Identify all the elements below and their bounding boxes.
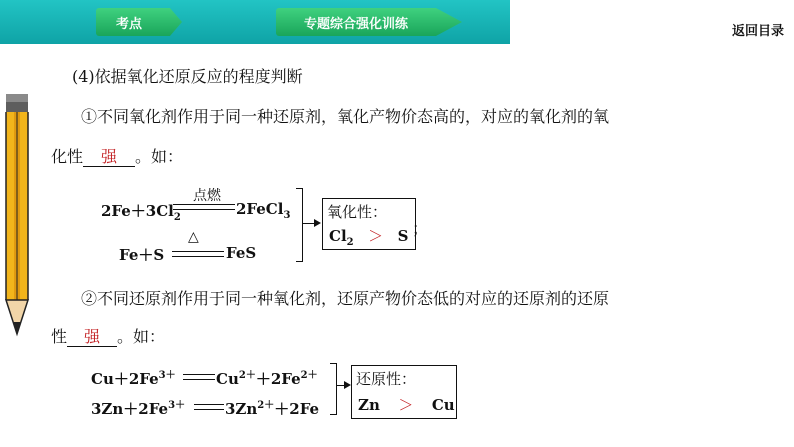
tab-zhuanti-label: 专题综合强化训练 [303, 16, 408, 32]
ex1-eq1-right: 2FeCl$_3$ [236, 200, 291, 221]
ex2-box-label: 还原性： [356, 370, 417, 388]
ex1-trailing-punct: ； [412, 219, 429, 238]
tab-zhuanti[interactable] [276, 8, 462, 36]
ex1-eq2-condition: △ [188, 229, 199, 245]
ex2-eq2-right: $3Zn^{2+}+2Fe$ [225, 400, 320, 418]
ex1-eq1-condition: 点燃 [193, 188, 221, 204]
ex2-eq1-equals [183, 374, 215, 380]
ex1-eq2-left: Fe＋S [119, 246, 165, 264]
para2-line2 [51, 324, 165, 347]
pencil-icon [2, 94, 32, 344]
para1-line1: ①不同氧化剂作用于同一种还原剂，氧化产物价态高的，对应的氧化剂的氧 [81, 107, 610, 126]
ex2-eq2-left: $3Zn+2Fe^{3+}$ [91, 400, 186, 418]
ex1-arrow-head [314, 219, 321, 227]
ex2-box-answer: ＞ [398, 396, 414, 414]
para2-prefix: 性 [51, 327, 68, 346]
ex2-arrow-head [344, 381, 351, 389]
tab-kaodian-label: 考点 [115, 16, 142, 32]
ex1-box-comparison: $Cl_2 > S$ [329, 227, 409, 248]
tab-kaodian[interactable] [96, 8, 182, 36]
ex1-bracket [296, 188, 303, 262]
ex2-box-comparison: Zn ＞ Cu [358, 396, 455, 414]
ex2-compare-box [351, 365, 457, 419]
para1-line2 [51, 144, 183, 167]
para2-answer: 强 [67, 328, 117, 347]
ex2-bracket [330, 363, 337, 415]
para1-suffix: 。如： [135, 147, 184, 166]
ex1-box-label: 氧化性： [327, 203, 388, 221]
ex2-eq1-right: $Cu^{2+}+2Fe^{2+}$ [216, 370, 318, 388]
para2-suffix: 。如： [117, 327, 166, 346]
section-heading: (4)依据氧化还原反应的程度判断 [72, 67, 303, 86]
ex1-eq1-equals [173, 204, 235, 210]
para1-answer: 强 [83, 148, 135, 167]
ex1-eq2-equals [172, 251, 224, 257]
back-to-contents-link[interactable]: 返回目录 [731, 24, 784, 39]
ex1-compare-box [322, 198, 416, 250]
ex2-eq2-equals [194, 404, 224, 410]
para2-line1: ②不同还原剂作用于同一种氧化剂，还原产物价态低的对应的还原剂的还原 [81, 289, 610, 308]
para1-prefix: 化性 [51, 147, 84, 166]
ex1-box-answer: ＞ [368, 227, 384, 245]
ex1-eq2-right: FeS [226, 244, 257, 262]
ex1-eq1-left: $2Fe+3Cl_2$ [101, 202, 181, 223]
ex2-eq1-left: $Cu+2Fe^{3+}$ [91, 370, 176, 388]
